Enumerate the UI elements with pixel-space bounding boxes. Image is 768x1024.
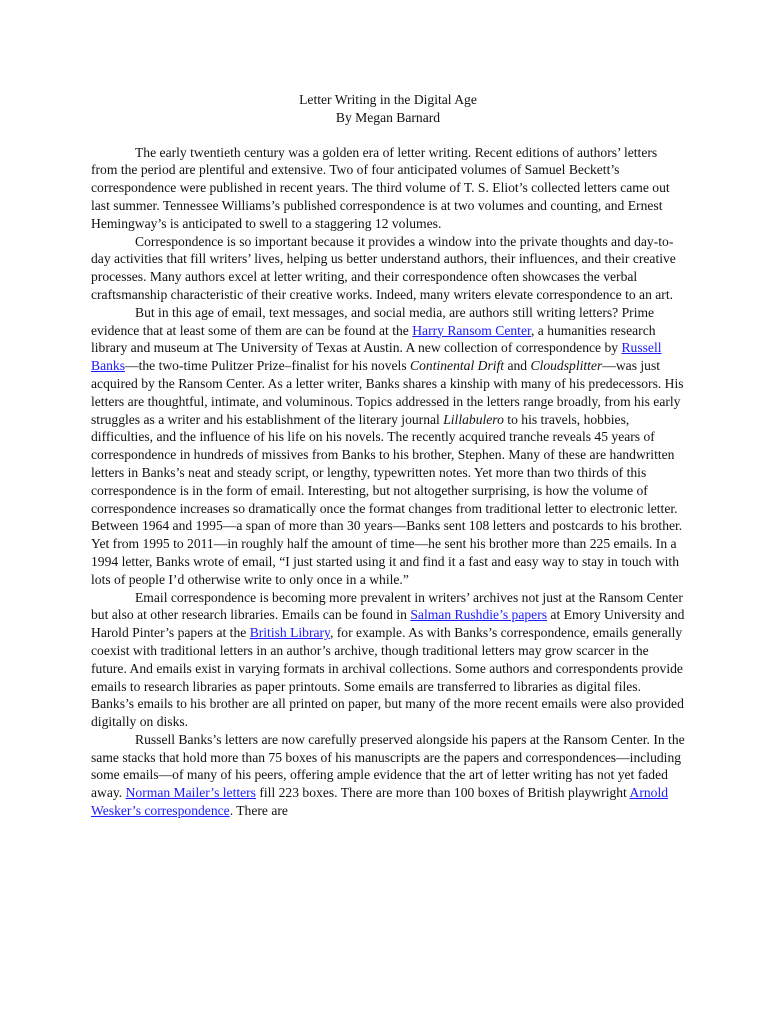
document-byline: By Megan Barnard xyxy=(335,109,441,125)
norman-mailer-letters-link[interactable]: Norman Mailer’s letters xyxy=(125,785,256,801)
document-title: Letter Writing in the Digital Age xyxy=(299,92,477,107)
book-title-cloudsplitter: Cloudsplitter xyxy=(530,358,603,374)
paragraph-text: to his travels, hobbies, difficulties, and the influence of his life on his novels. The recently acquired tranche reveals 45 years of correspondence in hundreds of missives from Banks to his brother, Stephen. Many of these are handwritten letters in Banks’s neat and steady script, or lengthy, typewritten notes. Yet more than two thirds of this correspondence is in the form of email. Interesting, but not altogether surprising, is how the volume of correspondence increases so dramatically once the format changes from traditional letter to electronic letter. Between 1964 and 1995—a span of more than 30 years—Banks sent 108 letters and postcards to his brother. Yet from 1995 to 2011—in roughly half the amount of time—he sent his brother more than 225 emails. In a 1994 letter, Banks wrote of email, “I just started using it and find it a fast and easy way to stay in touch with lots of people I’d otherwise write to only once in a while.” xyxy=(91,411,683,587)
journal-title-lillabulero: Lillabulero xyxy=(443,411,504,427)
paragraph-4 xyxy=(91,589,685,731)
paragraph-text: , a humanities research library and museum at The University of Texas at Austin. A new collection of correspondence by xyxy=(91,322,656,356)
arnold-wesker-correspondence-link[interactable]: Arnold Wesker’s correspondence xyxy=(91,785,669,819)
salman-rushdie-papers-link[interactable]: Salman Rushdie’s papers xyxy=(410,607,548,623)
paragraph-2: Correspondence is so important because it provides a window into the private thoughts and day-to-day activities that fill writers’ lives, helping us better understand authors, their influences, and their creative processes. Many authors excel at letter writing, and their correspondence often showcases the verbal craftsmanship characteristic of their creative works. Indeed, many writers elevate correspondence to an art. xyxy=(91,233,676,302)
paragraph-text: Russell Banks’s letters are now carefully preserved alongside his papers at the Ransom Center. In the same stacks that hold more than 75 boxes of his manuscripts are the papers and correspondences—including some emails—of many of his peers, offering ample evidence that the art of letter writing has not yet faded away. xyxy=(91,731,685,801)
british-library-link[interactable]: British Library xyxy=(249,625,330,641)
russell-banks-link[interactable]: Russell Banks xyxy=(91,340,662,374)
paragraph-3 xyxy=(91,304,685,589)
paragraph-1: The early twentieth century was a golden era of letter writing. Recent editions of authors’ letters from the period are plentiful and extensive. Two of four anticipated volumes of Samuel Beckett’s correspondence were published in recent years. The third volume of T. S. Eliot’s collected letters came out last summer. Tennessee Williams’s published correspondence is at two volumes and counting, and Ernest Hemingway’s is anticipated to swell to a staggering 12 volumes. xyxy=(91,144,670,231)
paragraph-text: and xyxy=(504,358,531,374)
paragraph-text: , for example. As with Banks’s correspondence, emails generally coexist with traditional letters in an author’s archive, though traditional letters may grow scarcer in the future. And emails exist in varying formats in archival collections. Some authors and correspondents provide emails to research libraries as paper printouts. Some emails are transferred to libraries as digital files. Banks’s emails to his brother are all printed on paper, but many of the more recent emails were also provided digitally on disks. xyxy=(91,625,684,730)
paragraph-5 xyxy=(91,731,685,820)
paragraph-text: But in this age of email, text messages, and social media, are authors still writing letters? Prime evidence that at least some of them are can be found at the xyxy=(91,304,655,338)
harry-ransom-center-link[interactable]: Harry Ransom Center xyxy=(412,322,531,338)
book-title-continental-drift: Continental Drift xyxy=(410,358,505,374)
document-page xyxy=(91,89,685,820)
paragraph-text: —the two-time Pulitzer Prize–finalist for his novels xyxy=(124,358,411,374)
paragraph-text: . There are xyxy=(229,803,288,819)
paragraph-text: at Emory University and Harold Pinter’s papers at the xyxy=(91,607,685,641)
paragraph-text: —was just acquired by the Ransom Center. As a letter writer, Banks shares a kinship with many of his predecessors. His letters are thoughtful, intimate, and voluminous. Topics addressed in the letters range broadly, from his early struggles as a writer and his establishment of the literary journal xyxy=(91,358,684,427)
paragraph-text: Email correspondence is becoming more prevalent in writers’ archives not just at the Ransom Center but also at other research libraries. Emails can be found in xyxy=(91,589,683,623)
paragraph-text: fill 223 boxes. There are more than 100 boxes of British playwright xyxy=(255,785,630,801)
